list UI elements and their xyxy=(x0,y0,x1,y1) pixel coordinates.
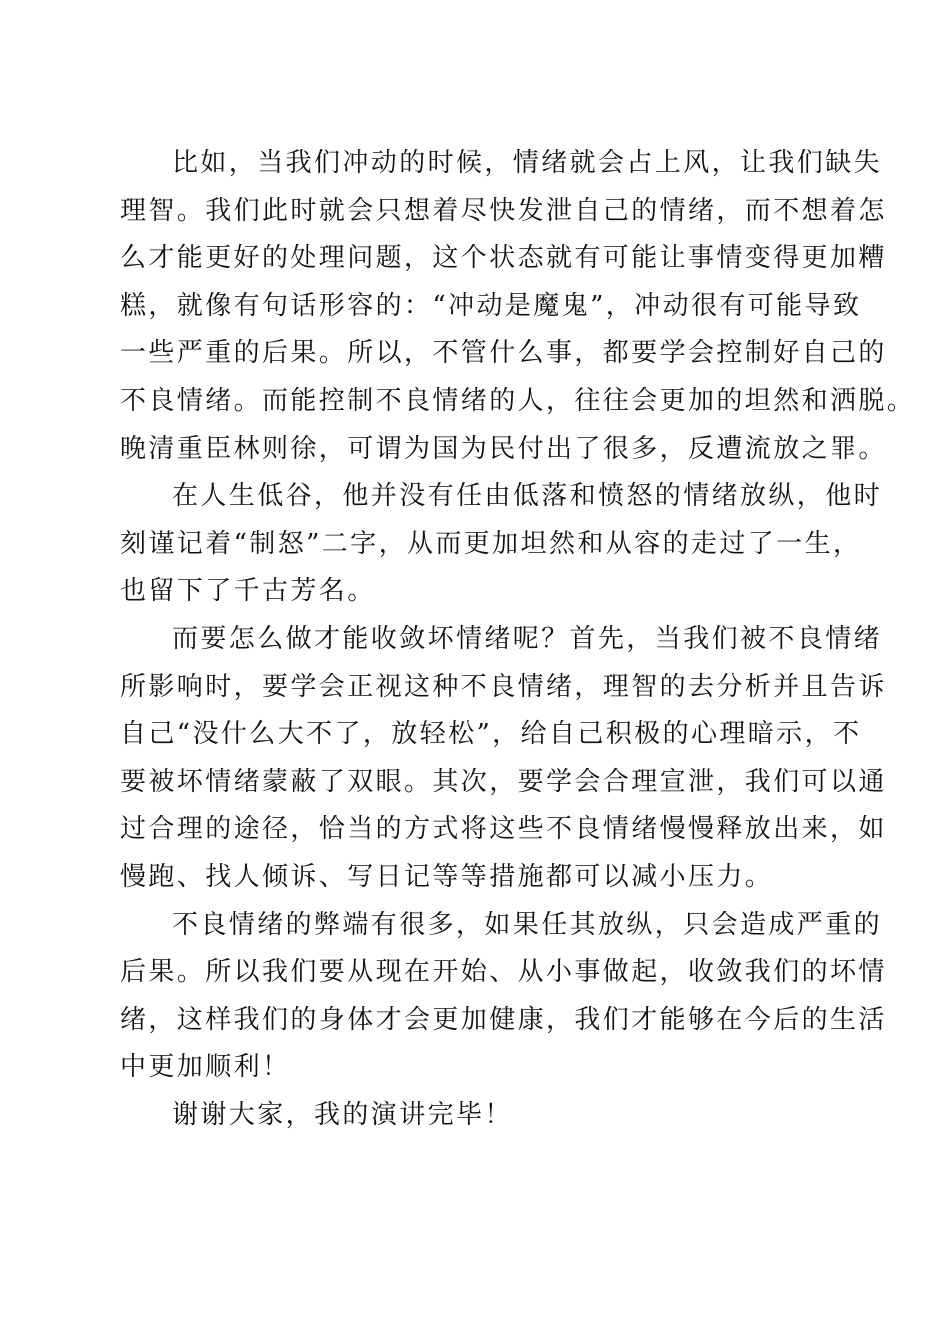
paragraph xyxy=(120,616,887,902)
paragraph xyxy=(120,902,887,1092)
text-line: 绪，这样我们的身体才会更加健康，我们才能够在今后的生活 xyxy=(120,1004,887,1035)
text-line: 比如，当我们冲动的时候，情绪就会占上风，让我们缺失 xyxy=(172,148,883,178)
text-line: 刻谨记着“制怒”二字，从而更加坦然和从容的走过了一生， xyxy=(120,528,862,559)
text-line: 自己“没什么大不了，放轻松”，给自己积极的心理暗示，不 xyxy=(120,719,862,750)
text-line: 在人生低谷，他并没有任由低落和愤怒的情绪放纵，他时 xyxy=(172,481,883,512)
text-line: 一些严重的后果。所以，不管什么事，都要学会控制好自己的 xyxy=(120,338,887,369)
paragraph xyxy=(120,1092,840,1140)
text-line: 不良情绪。而能控制不良情绪的人，往往会更加的坦然和洒脱。 xyxy=(120,385,916,416)
text-line: 理智。我们此时就会只想着尽快发泄自己的情绪，而不想着怎 xyxy=(120,195,887,226)
text-line: 要被坏情绪蒙蔽了双眼。其次，要学会合理宣泄，我们可以通 xyxy=(120,766,887,797)
text-line: 过合理的途径，恰当的方式将这些不良情绪慢慢释放出来，如 xyxy=(120,814,887,845)
text-line: 不良情绪的弊端有很多，如果任其放纵，只会造成严重的 xyxy=(172,909,883,940)
paragraph xyxy=(120,473,883,616)
text-line: 慢跑、找人倾诉、写日记等等措施都可以减小压力。 xyxy=(120,861,774,892)
text-line: 而要怎么做才能收敛坏情绪呢？首先，当我们被不良情绪 xyxy=(172,623,883,654)
text-line: 所影响时，要学会正视这种不良情绪，理智的去分析并且告诉 xyxy=(120,671,887,702)
text-line: 么才能更好的处理问题，这个状态就有可能让事情变得更加糟 xyxy=(120,243,887,274)
text-line: 中更加顺利！ xyxy=(120,1052,291,1083)
text-line: 也留下了千古芳名。 xyxy=(120,576,376,607)
text-line: 糕，就像有句话形容的：“冲动是魔鬼”，冲动很有可能导致 xyxy=(120,290,862,321)
text-line: 晚清重臣林则徐，可谓为国为民付出了很多，反遭流放之罪。 xyxy=(120,433,887,464)
paragraph xyxy=(120,140,916,473)
document-body xyxy=(120,140,916,1139)
text-line: 谢谢大家，我的演讲完毕！ xyxy=(172,1099,513,1130)
text-line: 后果。所以我们要从现在开始、从小事做起，收敛我们的坏情 xyxy=(120,957,887,988)
